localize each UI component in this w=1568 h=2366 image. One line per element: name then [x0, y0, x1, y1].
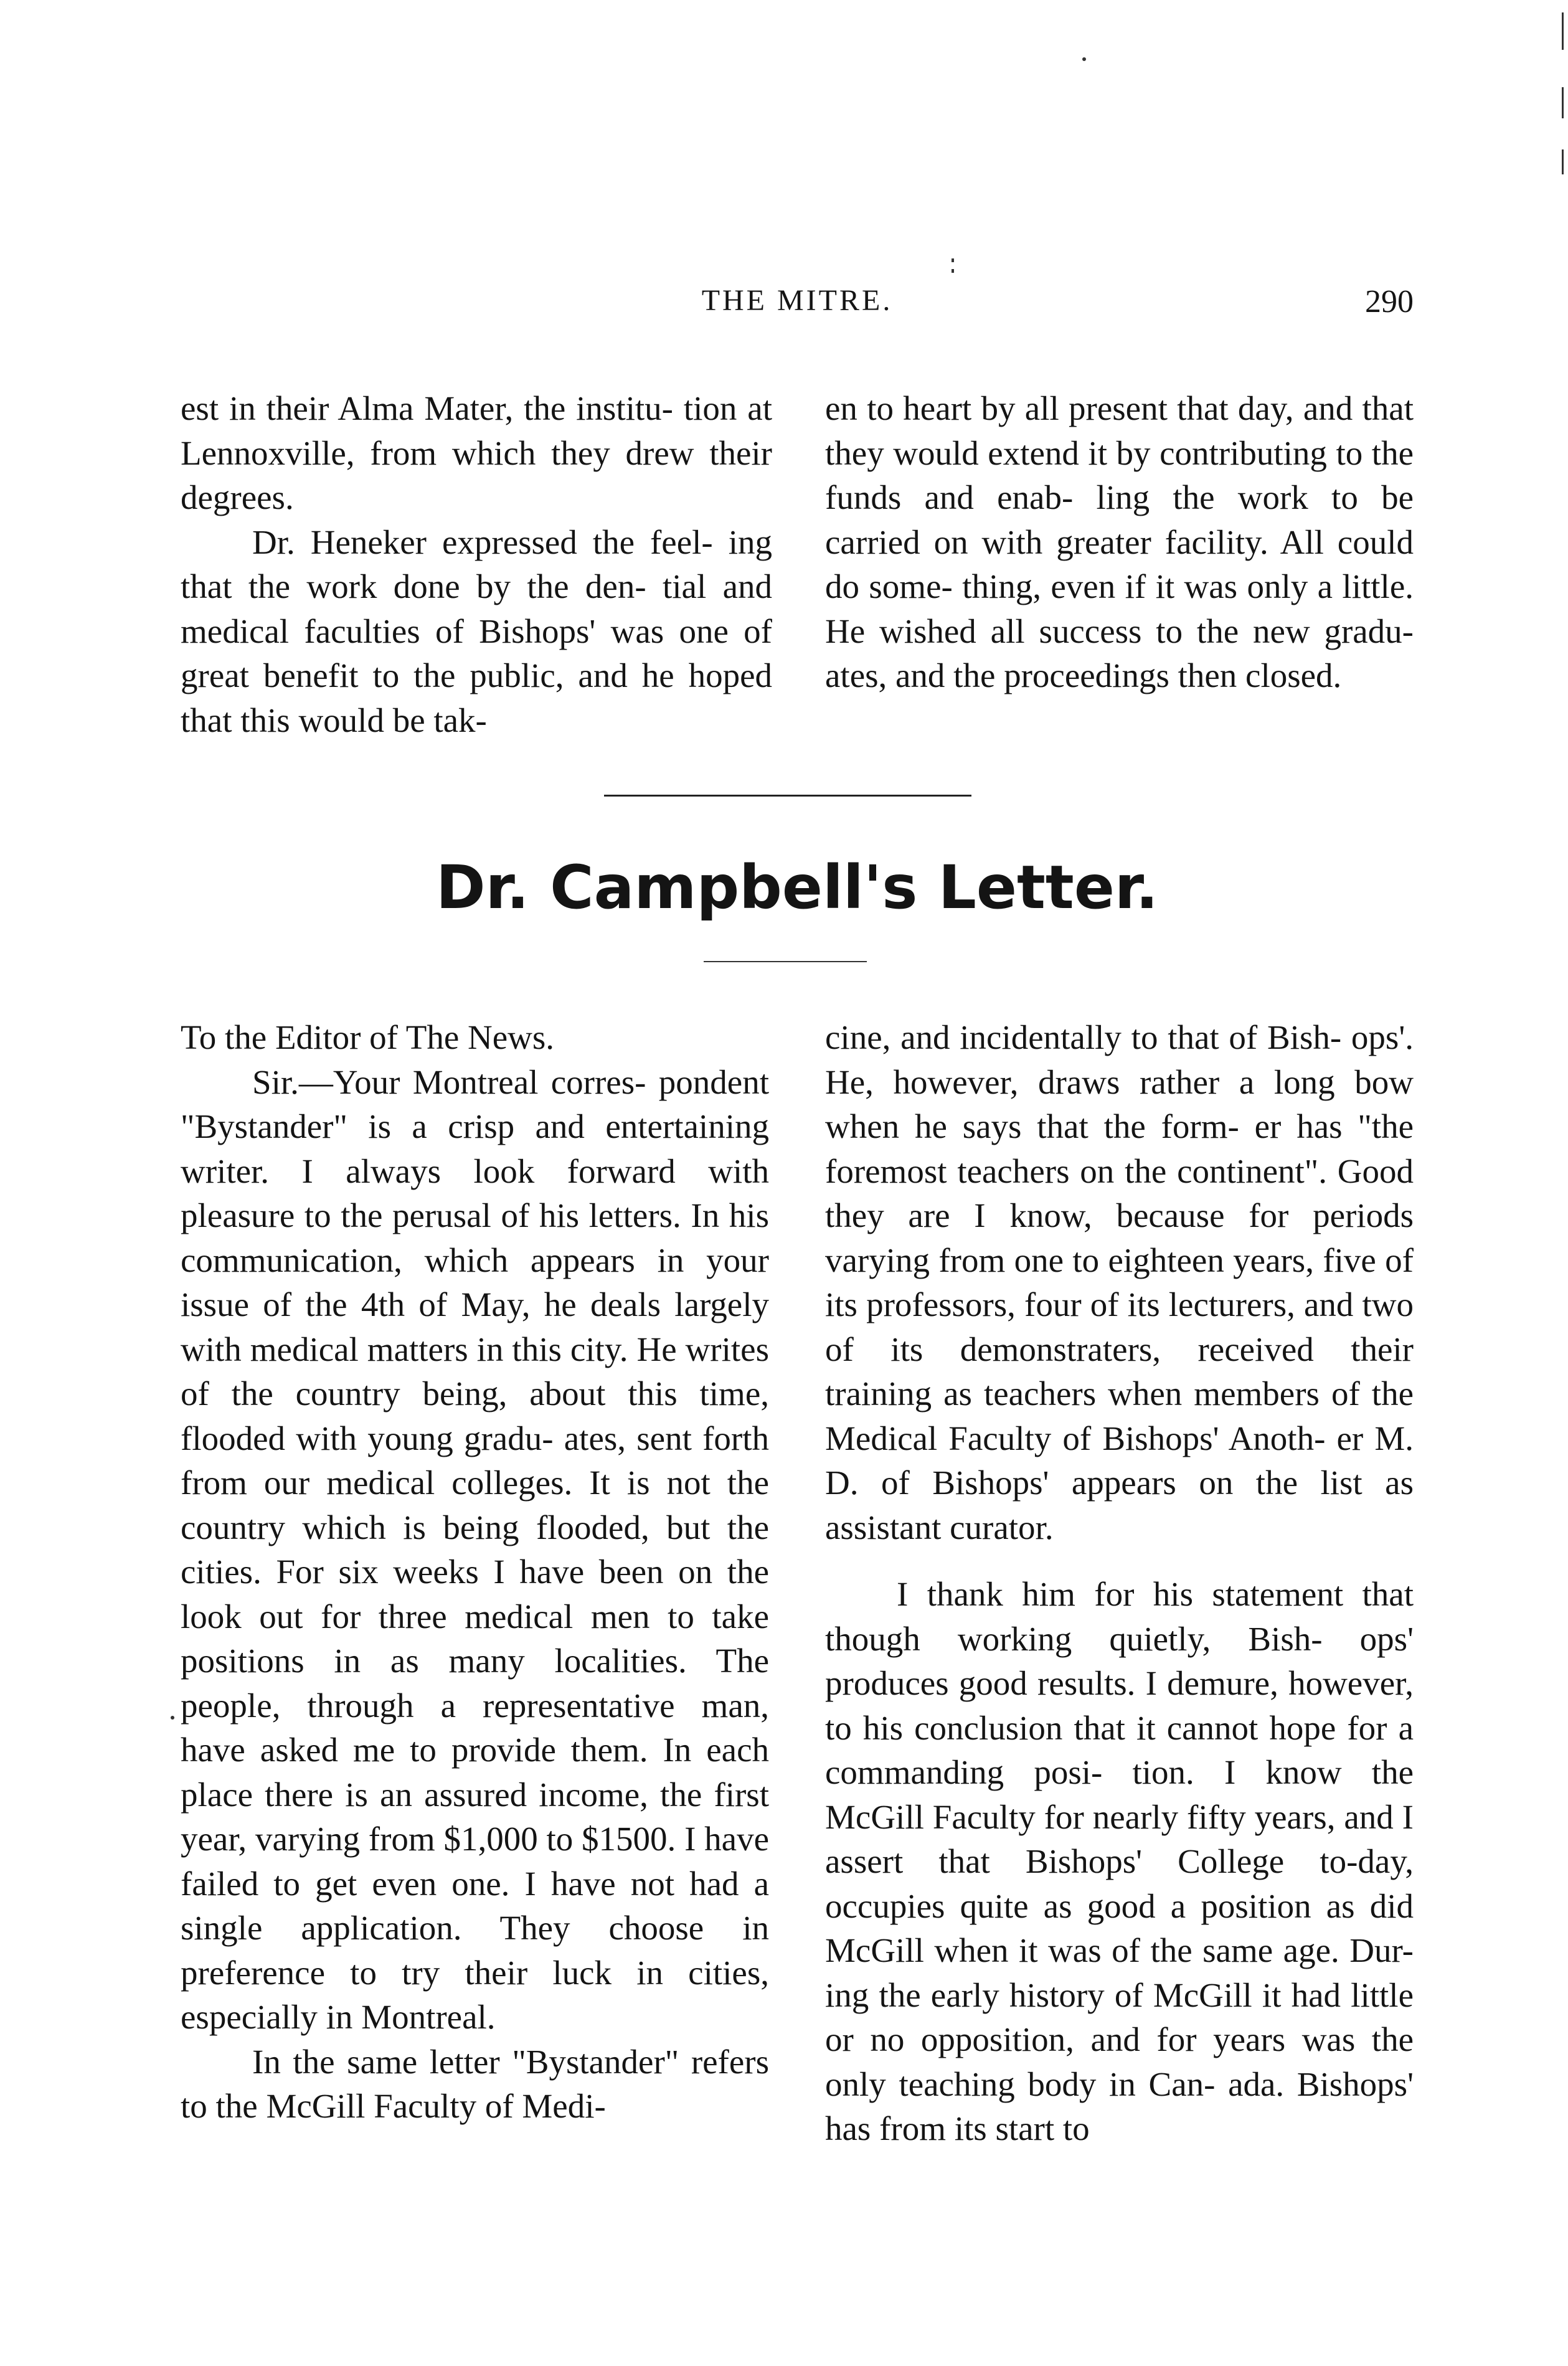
article-title: Dr. Campbell's Letter.	[435, 853, 1159, 922]
paragraph: I thank him for his statement that though working quietly, Bish- ops' produces good results. I demure, however, to his conclusion that it cannot hope for a commanding posi- tion. I know the McGill Faculty for nearly fifty years, and I assert that Bishops' College to-day, occupies quite as good a position as did McGill when it was of the same age. Dur- ing the early history of McGill it had little or no opposition, and for years was the only teaching body in Can- ada. Bishops' has from its start to	[825, 1575, 1414, 2147]
journal-title: THE MITRE.	[701, 284, 893, 317]
page-edge-mark	[1562, 87, 1564, 118]
margin-mark	[171, 1716, 174, 1720]
salutation: To the Editor of The News.	[181, 1018, 555, 1056]
print-speck	[952, 269, 954, 273]
paragraph: cine, and incidentally to that of Bish- ops'. He, however, draws rather a long bow when he says that the form- er has "the foremost teachers on the continent". Good they are I know, because for periods varying from one to eighteen years, five of its professors, four of its lecturers, and two of its demonstraters, received their training as teachers when members of the Medical Faculty of Bishops' Anoth- er M. D. of Bishops' appears on the list as assistant curator.	[825, 1018, 1414, 1546]
print-speck	[1082, 57, 1086, 61]
page-edge-mark	[1562, 149, 1564, 174]
article-right-column	[825, 1015, 1414, 2151]
paragraph: est in their Alma Mater, the institu- tion at Lennoxville, from which they drew their degrees.	[181, 389, 772, 516]
paragraph: Dr. Heneker expressed the feel- ing that the work done by the den- tial and medical faculties of Bishops' was one of great benefit to the public, and he hoped that this would be tak-	[181, 523, 772, 739]
section-divider	[604, 795, 971, 797]
paragraph: In the same letter "Bystander" refers to the McGill Faculty of Medi-	[181, 2042, 769, 2125]
paragraph: Sir.—Your Montreal corres- pondent "Bystander" is a crisp and entertaining writer. I always look forward with pleasure to the perusal of his letters. In his communication, which appears in your issue of the 4th of May, he deals largely with medical matters in this city. He writes of the country being, about this time, flooded with young gradu- ates, sent forth from our medical colleges. It is not the country which is being flooded, but the cities. For six weeks I have been on the look out for three medical men to take positions in as many localities. The people, through a representative man, have asked me to provide them. In each place there is an assured income, the first year, varying from $1,000 to $1500. I have failed to get even one. I have not had a single application. They choose in preference to try their luck in cities, especially in Montreal.	[181, 1062, 769, 2036]
top-left-column	[181, 386, 772, 742]
page-edge-mark	[1562, 12, 1564, 50]
article-left-column	[181, 1015, 769, 2129]
print-speck	[952, 258, 954, 262]
paragraph-gap	[825, 1550, 1414, 1572]
top-right-column	[825, 386, 1414, 698]
page-number: 290	[1365, 284, 1414, 319]
title-underline	[704, 961, 867, 962]
paragraph: en to heart by all present that day, and that they would extend it by contributing to the funds and enab- ling the work to be carried on with greater facility. All could do some- thing, even if it was only a little. He wished all success to the new gradu- ates, and the proceedings then closed.	[825, 389, 1414, 694]
running-header	[181, 283, 1414, 327]
